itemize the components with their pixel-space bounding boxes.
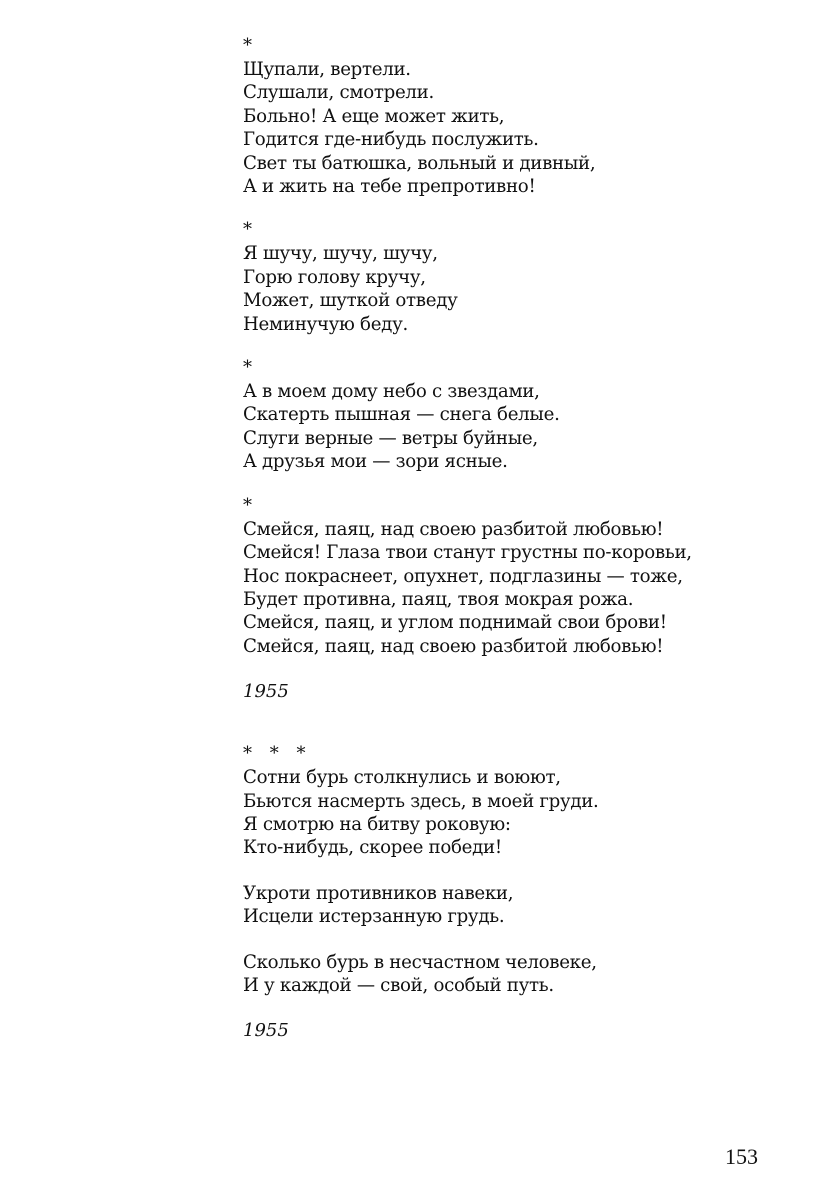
poem-2-stanza-3 (243, 951, 763, 998)
stanza-marker: * (243, 35, 258, 56)
poem-2-stanza-2 (243, 882, 763, 929)
poem-line: Может, шуткой отведу (243, 290, 458, 312)
poem-line: Я смотрю на битву роковую: (243, 813, 511, 835)
poem-1-stanza-1 (243, 36, 763, 198)
poem-text-block (243, 36, 763, 1043)
poem-line: Смейся! Глаза твои станут грустны по-коровьи, (243, 542, 692, 564)
section-gap (243, 704, 763, 744)
poem-line: А в моем дому небо с звездами, (243, 381, 540, 403)
poem-line: Сотни бурь столкнулись и воюют, (243, 767, 561, 789)
stanza-marker: * (243, 494, 258, 516)
poem-date: 1955 (243, 1020, 289, 1042)
poem-line: Свет ты батюшка, вольный и дивный, (243, 152, 596, 174)
poem-line: Неминучую беду. (243, 313, 408, 335)
poem-line: Смейся, паяц, и углом поднимай свои брови! (243, 612, 667, 634)
page-number: 153 (725, 1144, 758, 1169)
poem-1-stanza-2 (243, 220, 763, 336)
poem-line: Бьются насмерть здесь, в моей груди. (243, 790, 599, 812)
stanza-marker: * (243, 357, 258, 379)
stanza-marker: * (243, 219, 258, 241)
poem-line: Кто-нибудь, скорее победи! (243, 837, 502, 859)
poem-1-stanza-3 (243, 358, 763, 474)
poem-line: Слушали, смотрели. (243, 82, 434, 104)
poem-2-stanza-1 (243, 766, 763, 860)
poem-separator: * * * (243, 743, 312, 765)
poem-line: Смейся, паяц, над своею разбитой любовью! (243, 518, 664, 540)
poem-line: И у каждой — свой, особый путь. (243, 974, 554, 996)
poem-line: Смейся, паяц, над своею разбитой любовью! (243, 635, 664, 657)
poem-line: Горю голову кручу, (243, 266, 426, 288)
poem-1-stanza-4 (243, 496, 763, 658)
poem-line: Щупали, вертели. (243, 59, 411, 80)
poem-line: Сколько бурь в несчастном человеке, (243, 951, 597, 973)
poem-line: Слуги верные — ветры буйные, (243, 427, 538, 449)
poem-line: Больно! А еще может жить, (243, 105, 505, 127)
poem-line: А друзья мои — зори ясные. (243, 451, 508, 473)
poem-line: Будет противна, паяц, твоя мокрая рожа. (243, 588, 634, 610)
poem-line: А и жить на тебе препротивно! (243, 176, 536, 198)
poem-date: 1955 (243, 681, 289, 703)
poem-line: Годится где-нибудь послужить. (243, 129, 539, 151)
poem-line: Укроти противников навеки, (243, 882, 514, 904)
poem-line: Я шучу, шучу, шучу, (243, 243, 438, 265)
poem-line: Исцели истерзанную грудь. (243, 906, 505, 928)
poem-line: Нос покраснеет, опухнет, подглазины — тоже, (243, 565, 683, 587)
poem-line: Скатерть пышная — снега белые. (243, 404, 560, 426)
